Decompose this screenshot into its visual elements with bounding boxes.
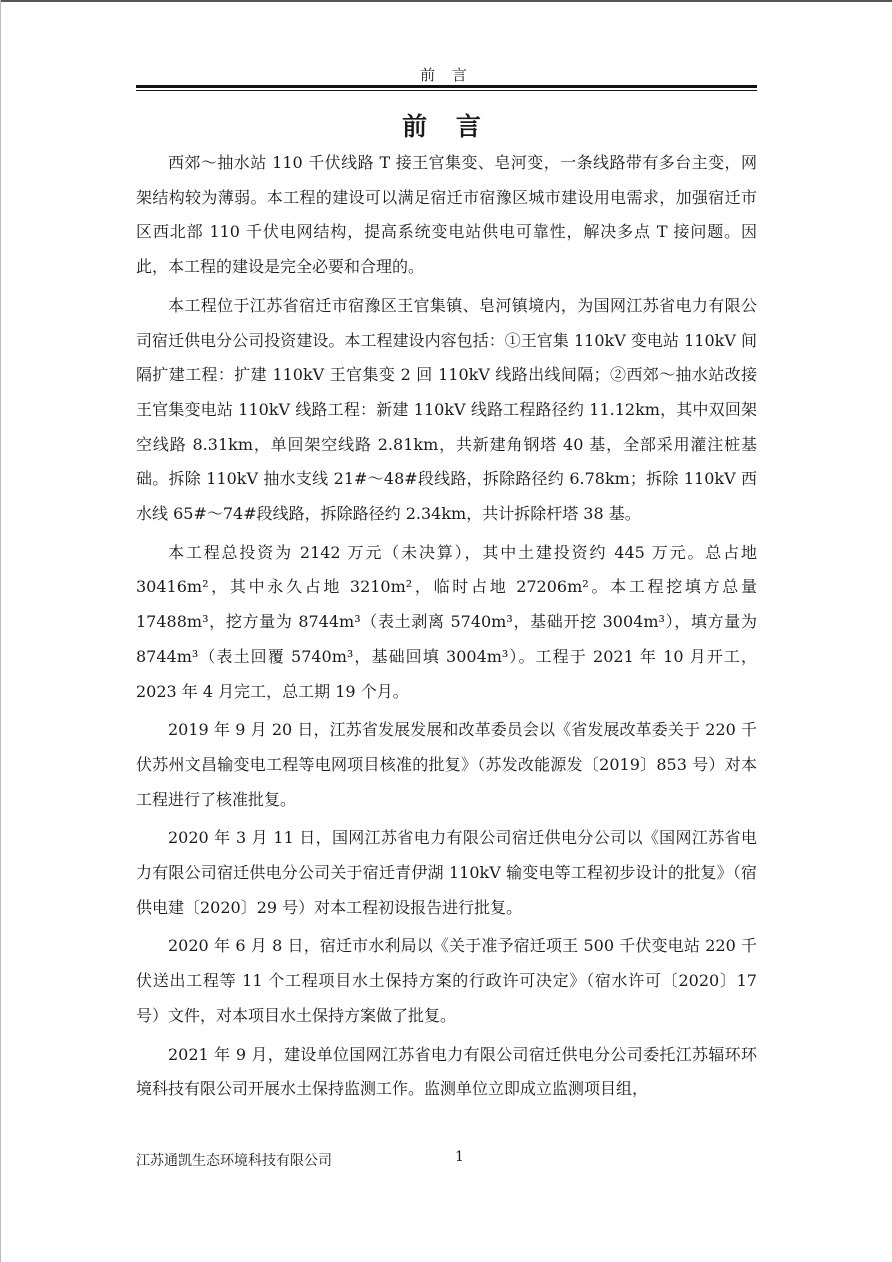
paragraph-6: 2020 年 6 月 8 日，宿迁市水利局以《关于准予宿迁项王 500 千伏变电站 220 千伏送出工程等 11 个工程项目水土保持方案的行政许可决定》（宿水许可〔2020〕17 号）文件，对本项目水土保持方案做了批复。 bbox=[136, 936, 757, 1025]
paragraph-5: 2020 年 3 月 11 日，国网江苏省电力有限公司宿迁供电分公司以《国网江苏省电力有限公司宿迁供电分公司关于宿迁青伊湖 110kV 输变电等工程初步设计的批复》（宿供电建〔2020〕29 号）对本工程初设报告进行批复。 bbox=[136, 828, 757, 917]
page-left-border bbox=[0, 0, 1, 1262]
paragraph-2: 本工程位于江苏省宿迁市宿豫区王官集镇、皂河镇境内，为国网江苏省电力有限公司宿迁供电分公司投资建设。本工程建设内容包括：①王官集 110kV 变电站 110kV 间隔扩建工程：扩建 110kV 王官集变 2 回 110kV 线路出线间隔；②西郊～抽水站改接王官集变电站 110kV 线路工程：新建 110kV 线路工程路径约 11.12km，其中双回架空线路 8.31km，单回架空线路 2.81km，共新建角钢塔 40 基，全部采用灌注桩基础。拆除 110kV 抽水支线 21#～48#段线路，拆除路径约 6.78km；拆除 110kV 西水线 65#～74#段线路，拆除路径约 2.34km，共计拆除杆塔 38 基。 bbox=[136, 295, 757, 524]
body-text bbox=[136, 146, 757, 1111]
page-title: 前 言 bbox=[402, 112, 491, 141]
paragraph-3: 本工程总投资为 2142 万元（未决算），其中土建投资约 445 万元。总占地 30416m²，其中永久占地 3210m²，临时占地 27206m²。本工程挖填方总量 17488m³，挖方量为 8744m³（表土剥离 5740m³，基础开挖 3004m³），填方量为 8744m³（表土回覆 5740m³，基础回填 3004m³）。工程于 2021 年 10 月开工，2023 年 4 月完工，总工期 19 个月。 bbox=[136, 542, 757, 701]
header-rule-thin bbox=[136, 90, 757, 91]
running-header: 前 言 bbox=[420, 66, 473, 84]
footer-company-name: 江苏通凯生态环境科技有限公司 bbox=[136, 1153, 332, 1169]
page-top-border bbox=[0, 0, 892, 2]
paragraph-4: 2019 年 9 月 20 日，江苏省发展发展和改革委员会以《省发展改革委关于 220 千伏苏州文昌输变电工程等电网项目核准的批复》（苏发改能源发〔2019〕853 号）对本工程进行了核准批复。 bbox=[136, 720, 757, 809]
footer-page-number: 1 bbox=[455, 1149, 464, 1165]
header-rule-thick bbox=[136, 85, 757, 88]
paragraph-1: 西郊～抽水站 110 千伏线路 T 接王官集变、皂河变，一条线路带有多台主变，网架结构较为薄弱。本工程的建设可以满足宿迁市宿豫区城市建设用电需求，加强宿迁市区西北部 110 千伏电网结构，提高系统变电站供电可靠性，解决多点 T 接问题。因此，本工程的建设是完全必要和合理的。 bbox=[136, 153, 757, 277]
paragraph-7: 2021 年 9 月，建设单位国网江苏省电力有限公司宿迁供电分公司委托江苏辐环环境科技有限公司开展水土保持监测工作。监测单位立即成立监测项目组， bbox=[136, 1044, 757, 1099]
